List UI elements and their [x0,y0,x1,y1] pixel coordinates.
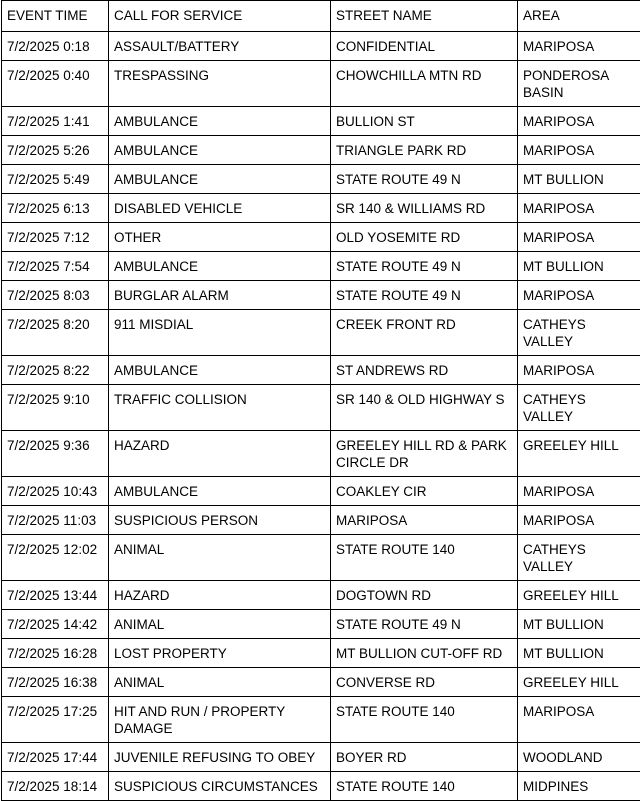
street-name-cell: CHOWCHILLA MTN RD [331,61,518,107]
table-row [2,610,640,639]
street-name-cell: STATE ROUTE 140 [331,772,518,801]
event-time-cell: 7/2/2025 14:42 [2,610,109,639]
call-for-service-cell: HIT AND RUN / PROPERTY DAMAGE [109,697,331,743]
call-for-service-cell: AMBULANCE [109,107,331,136]
area-cell: MARIPOSA [518,32,640,61]
event-time-cell: 7/2/2025 16:28 [2,639,109,668]
area-cell: PONDEROSA BASIN [518,61,640,107]
event-time-cell: 7/2/2025 9:10 [2,385,109,431]
call-for-service-cell: 911 MISDIAL [109,310,331,356]
table-row [2,506,640,535]
table-row [2,136,640,165]
call-for-service-cell: AMBULANCE [109,165,331,194]
event-time-cell: 7/2/2025 10:43 [2,477,109,506]
event-time-cell: 7/2/2025 18:14 [2,772,109,801]
area-cell: CATHEYS VALLEY [518,535,640,581]
area-cell: WOODLAND [518,743,640,772]
area-cell: GREELEY HILL [518,668,640,697]
event-time-cell: 7/2/2025 7:54 [2,252,109,281]
header-row [2,1,640,32]
table-row [2,223,640,252]
table-row [2,310,640,356]
area-cell: MT BULLION [518,639,640,668]
street-name-cell: STATE ROUTE 49 N [331,610,518,639]
call-for-service-cell: BURGLAR ALARM [109,281,331,310]
table-row [2,477,640,506]
event-time-cell: 7/2/2025 0:18 [2,32,109,61]
call-for-service-cell: HAZARD [109,581,331,610]
header-call-for-service: CALL FOR SERVICE [109,1,331,32]
event-time-cell: 7/2/2025 16:38 [2,668,109,697]
event-time-cell: 7/2/2025 17:44 [2,743,109,772]
area-cell: MARIPOSA [518,107,640,136]
street-name-cell: STATE ROUTE 49 N [331,165,518,194]
table-row [2,697,640,743]
street-name-cell: ST ANDREWS RD [331,356,518,385]
table-row [2,743,640,772]
event-time-cell: 7/2/2025 8:03 [2,281,109,310]
area-cell: CATHEYS VALLEY [518,385,640,431]
event-time-cell: 7/2/2025 17:25 [2,697,109,743]
area-cell: MIDPINES [518,772,640,801]
event-time-cell: 7/2/2025 7:12 [2,223,109,252]
area-cell: MT BULLION [518,252,640,281]
call-for-service-cell: ANIMAL [109,610,331,639]
street-name-cell: MT BULLION CUT-OFF RD [331,639,518,668]
event-time-cell: 7/2/2025 8:20 [2,310,109,356]
call-for-service-cell: SUSPICIOUS PERSON [109,506,331,535]
call-for-service-cell: AMBULANCE [109,356,331,385]
header-event-time: EVENT TIME [2,1,109,32]
call-for-service-cell: JUVENILE REFUSING TO OBEY [109,743,331,772]
street-name-cell: CONVERSE RD [331,668,518,697]
event-time-cell: 7/2/2025 12:02 [2,535,109,581]
table-row [2,281,640,310]
table-row [2,356,640,385]
call-for-service-cell: ANIMAL [109,535,331,581]
table-row [2,639,640,668]
event-time-cell: 7/2/2025 13:44 [2,581,109,610]
call-for-service-cell: ASSAULT/BATTERY [109,32,331,61]
call-for-service-cell: LOST PROPERTY [109,639,331,668]
table-row [2,431,640,477]
call-for-service-cell: SUSPICIOUS CIRCUMSTANCES [109,772,331,801]
header-street-name: STREET NAME [331,1,518,32]
street-name-cell: SR 140 & WILLIAMS RD [331,194,518,223]
street-name-cell: TRIANGLE PARK RD [331,136,518,165]
area-cell: MARIPOSA [518,281,640,310]
area-cell: MARIPOSA [518,356,640,385]
event-time-cell: 7/2/2025 1:41 [2,107,109,136]
street-name-cell: STATE ROUTE 140 [331,697,518,743]
header-area: AREA [518,1,640,32]
street-name-cell: OLD YOSEMITE RD [331,223,518,252]
call-log-table [1,0,640,801]
area-cell: CATHEYS VALLEY [518,310,640,356]
call-for-service-cell: DISABLED VEHICLE [109,194,331,223]
area-cell: MT BULLION [518,610,640,639]
call-for-service-cell: AMBULANCE [109,477,331,506]
call-for-service-cell: AMBULANCE [109,136,331,165]
event-time-cell: 7/2/2025 8:22 [2,356,109,385]
table-header [2,1,640,32]
table-row [2,535,640,581]
event-time-cell: 7/2/2025 5:26 [2,136,109,165]
area-cell: MARIPOSA [518,477,640,506]
area-cell: GREELEY HILL [518,431,640,477]
table-row [2,165,640,194]
table-row [2,107,640,136]
street-name-cell: BOYER RD [331,743,518,772]
event-time-cell: 7/2/2025 0:40 [2,61,109,107]
table-body [2,32,640,801]
call-for-service-cell: HAZARD [109,431,331,477]
table-row [2,61,640,107]
street-name-cell: DOGTOWN RD [331,581,518,610]
area-cell: MARIPOSA [518,136,640,165]
table-row [2,581,640,610]
table-row [2,385,640,431]
area-cell: MT BULLION [518,165,640,194]
street-name-cell: CREEK FRONT RD [331,310,518,356]
call-for-service-cell: AMBULANCE [109,252,331,281]
event-time-cell: 7/2/2025 11:03 [2,506,109,535]
street-name-cell: BULLION ST [331,107,518,136]
street-name-cell: COAKLEY CIR [331,477,518,506]
table-row [2,252,640,281]
street-name-cell: GREELEY HILL RD & PARK CIRCLE DR [331,431,518,477]
area-cell: MARIPOSA [518,506,640,535]
street-name-cell: STATE ROUTE 49 N [331,281,518,310]
area-cell: MARIPOSA [518,223,640,252]
event-time-cell: 7/2/2025 9:36 [2,431,109,477]
call-for-service-cell: TRAFFIC COLLISION [109,385,331,431]
table-row [2,772,640,801]
table-row [2,668,640,697]
street-name-cell: SR 140 & OLD HIGHWAY S [331,385,518,431]
table-row [2,32,640,61]
area-cell: GREELEY HILL [518,581,640,610]
event-time-cell: 7/2/2025 6:13 [2,194,109,223]
street-name-cell: STATE ROUTE 140 [331,535,518,581]
event-time-cell: 7/2/2025 5:49 [2,165,109,194]
call-for-service-cell: OTHER [109,223,331,252]
call-for-service-cell: TRESPASSING [109,61,331,107]
area-cell: MARIPOSA [518,194,640,223]
street-name-cell: MARIPOSA [331,506,518,535]
street-name-cell: CONFIDENTIAL [331,32,518,61]
area-cell: MARIPOSA [518,697,640,743]
table-row [2,194,640,223]
call-for-service-cell: ANIMAL [109,668,331,697]
street-name-cell: STATE ROUTE 49 N [331,252,518,281]
